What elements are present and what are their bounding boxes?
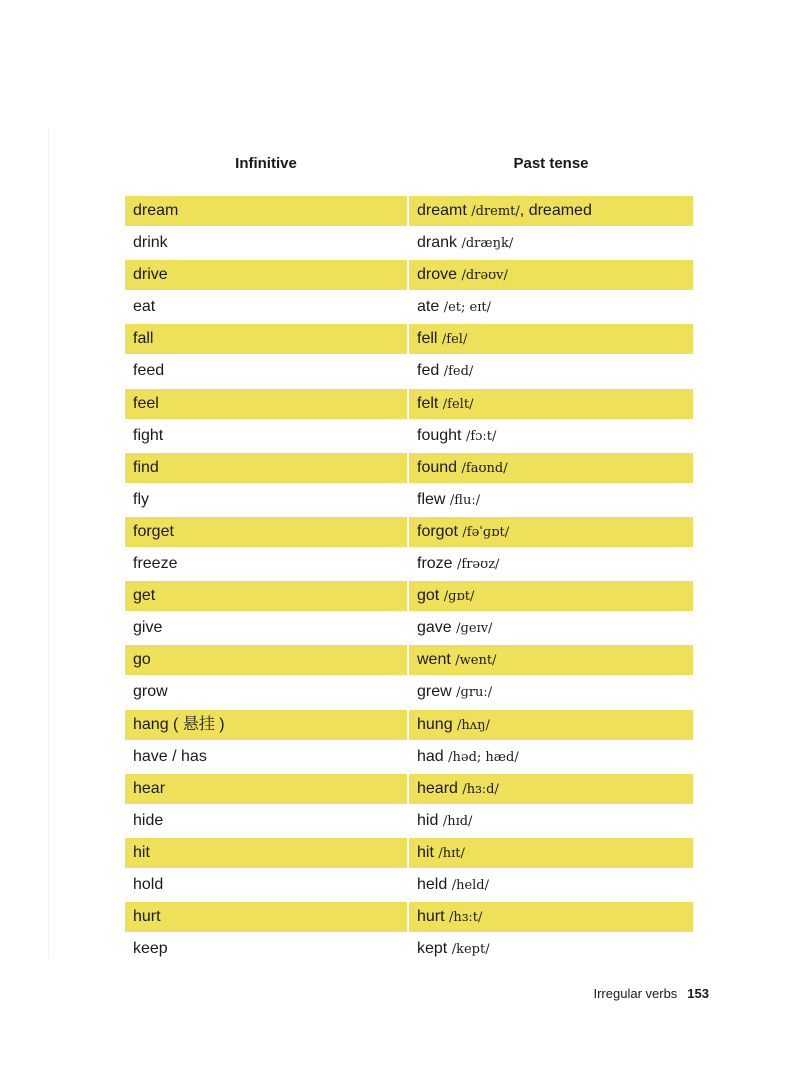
infinitive-column-header: Infinitive xyxy=(235,155,297,172)
past-tense-cell xyxy=(409,421,693,451)
table-row xyxy=(125,774,693,806)
infinitive-cell: feed xyxy=(133,362,165,380)
page-footer xyxy=(593,984,709,1004)
table-row xyxy=(125,485,693,517)
table-row xyxy=(125,613,693,645)
past-tense-word: grew xyxy=(417,683,452,701)
table-row xyxy=(125,389,693,421)
past-tense-word: hit xyxy=(417,843,434,861)
past-tense-cell xyxy=(409,517,693,547)
pronunciation: /hɜːt/ xyxy=(449,910,483,926)
page-edge-line xyxy=(48,128,49,958)
past-tense-word: gave xyxy=(417,619,452,637)
pronunciation: /ɡeɪv/ xyxy=(456,621,493,637)
table-row xyxy=(125,549,693,581)
past-tense-cell xyxy=(409,485,693,515)
past-tense-word: went xyxy=(417,651,451,669)
past-tense-cell xyxy=(409,742,693,772)
past-tense-column-header: Past tense xyxy=(513,155,589,172)
alternate-past-form: , dreamed xyxy=(519,202,592,219)
table-row xyxy=(125,324,693,356)
infinitive-cell: have / has xyxy=(133,747,207,765)
pronunciation: /hɪt/ xyxy=(438,845,465,861)
pronunciation: /et; eɪt/ xyxy=(443,300,491,316)
pronunciation: /held/ xyxy=(451,877,490,893)
past-tense-word: fell xyxy=(417,330,438,348)
past-tense-cell xyxy=(409,677,693,707)
past-tense-cell xyxy=(409,228,693,258)
table-row xyxy=(125,581,693,613)
past-tense-cell xyxy=(409,838,693,868)
pronunciation: /faʊnd/ xyxy=(461,460,508,476)
pronunciation: /dremt/ xyxy=(471,204,520,219)
table-row xyxy=(125,260,693,292)
pronunciation: /fɔːt/ xyxy=(465,428,497,444)
past-tense-word: kept xyxy=(417,940,448,958)
past-tense-cell xyxy=(409,196,693,226)
infinitive-cell: drink xyxy=(133,234,168,252)
table-row xyxy=(125,934,693,966)
infinitive-cell: find xyxy=(125,453,407,483)
past-tense-cell xyxy=(409,453,693,483)
past-tense-word: got xyxy=(417,587,440,605)
pronunciation: /drəʊv/ xyxy=(461,268,508,284)
pronunciation: /hʌŋ/ xyxy=(457,717,490,733)
infinitive-cell: hold xyxy=(133,875,164,893)
pronunciation: /fəˈɡɒt/ xyxy=(462,524,510,540)
table-row xyxy=(125,292,693,324)
past-tense-cell xyxy=(409,645,693,675)
pronunciation: /fed/ xyxy=(443,364,474,380)
infinitive-cell: give xyxy=(133,619,163,637)
past-tense-cell xyxy=(409,774,693,804)
infinitive-cell: get xyxy=(125,581,407,611)
past-tense-cell xyxy=(409,389,693,419)
irregular-verbs-table xyxy=(125,196,693,966)
past-tense-cell xyxy=(409,902,693,932)
pronunciation: /ɡɒt/ xyxy=(443,589,475,605)
infinitive-cell: grow xyxy=(133,683,168,701)
table-row xyxy=(125,517,693,549)
past-tense-cell xyxy=(409,324,693,354)
infinitive-cell: hide xyxy=(133,811,164,829)
past-tense-word: fed xyxy=(417,362,440,380)
past-tense-cell xyxy=(409,292,693,322)
past-tense-word: dreamt xyxy=(417,202,467,219)
pronunciation: /fel/ xyxy=(441,332,468,348)
table-row xyxy=(125,870,693,902)
pronunciation: /dræŋk/ xyxy=(461,236,514,252)
table-row xyxy=(125,902,693,934)
past-tense-cell xyxy=(409,613,693,643)
past-tense-word: forgot xyxy=(417,522,458,540)
pronunciation: /ɡruː/ xyxy=(456,685,493,701)
pronunciation: /kept/ xyxy=(451,942,490,958)
table-row xyxy=(125,196,693,228)
pronunciation: /hɜːd/ xyxy=(462,781,499,797)
infinitive-cell: keep xyxy=(133,940,168,958)
table-row xyxy=(125,645,693,677)
table-row xyxy=(125,742,693,774)
past-tense-word: found xyxy=(417,458,458,476)
past-tense-word: hung xyxy=(417,715,453,733)
past-tense-cell xyxy=(409,549,693,579)
page-number: 153 xyxy=(687,986,709,1001)
past-tense-cell xyxy=(409,870,693,900)
past-tense-cell xyxy=(409,356,693,386)
pronunciation: /hɪd/ xyxy=(442,813,473,829)
past-tense-word: drove xyxy=(417,266,458,284)
table-header xyxy=(125,150,693,178)
pronunciation: /felt/ xyxy=(442,396,474,412)
pronunciation: /fluː/ xyxy=(449,492,481,508)
infinitive-cell: dream xyxy=(125,196,407,226)
infinitive-cell: hang ( 悬挂 ) xyxy=(125,710,407,740)
past-tense-cell xyxy=(409,710,693,740)
past-tense-word: felt xyxy=(417,394,439,412)
infinitive-cell: hurt xyxy=(125,902,407,932)
past-tense-cell xyxy=(409,260,693,290)
infinitive-cell: hear xyxy=(125,774,407,804)
table-row xyxy=(125,356,693,388)
pronunciation: /həd; hæd/ xyxy=(448,749,519,765)
infinitive-cell: feel xyxy=(125,389,407,419)
past-tense-word: heard xyxy=(417,779,458,797)
table-row xyxy=(125,677,693,709)
table-row xyxy=(125,453,693,485)
infinitive-cell: drive xyxy=(125,260,407,290)
past-tense-word: drank xyxy=(417,234,458,252)
past-tense-word: had xyxy=(417,747,444,765)
infinitive-cell: fly xyxy=(133,490,149,508)
infinitive-cell: fall xyxy=(125,324,407,354)
past-tense-word: froze xyxy=(417,555,453,573)
past-tense-word: ate xyxy=(417,298,440,316)
table-row xyxy=(125,421,693,453)
table-row xyxy=(125,806,693,838)
infinitive-cell: freeze xyxy=(133,555,178,573)
table-row xyxy=(125,838,693,870)
past-tense-word: hid xyxy=(417,811,439,829)
past-tense-cell xyxy=(409,806,693,836)
pronunciation: /frəʊz/ xyxy=(457,557,500,573)
past-tense-word: flew xyxy=(417,490,446,508)
past-tense-word: held xyxy=(417,875,448,893)
infinitive-cell: fight xyxy=(133,426,164,444)
infinitive-cell: go xyxy=(125,645,407,675)
footer-section-title: Irregular verbs xyxy=(593,986,678,1001)
past-tense-cell xyxy=(409,934,693,964)
past-tense-cell xyxy=(409,581,693,611)
infinitive-cell: hit xyxy=(125,838,407,868)
past-tense-word: fought xyxy=(417,426,462,444)
pronunciation: /went/ xyxy=(455,653,497,669)
past-tense-word: hurt xyxy=(417,908,445,926)
infinitive-cell: eat xyxy=(133,298,156,316)
infinitive-cell: forget xyxy=(125,517,407,547)
table-row xyxy=(125,710,693,742)
table-row xyxy=(125,228,693,260)
